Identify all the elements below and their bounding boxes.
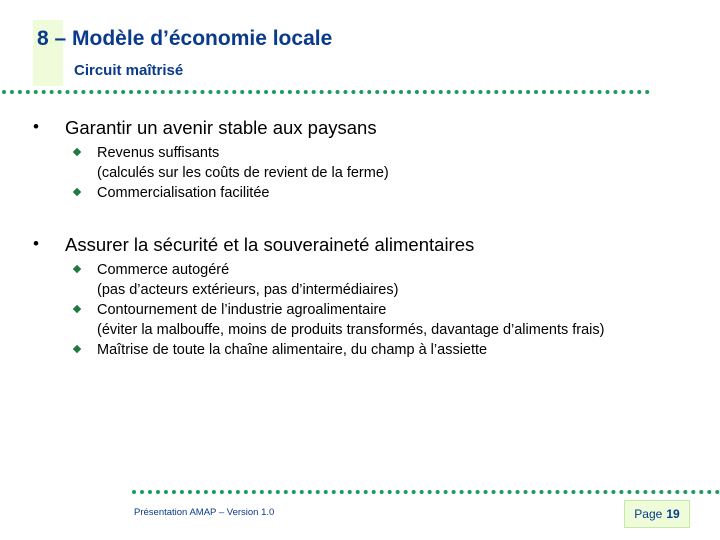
page-number: 19 [666,507,680,521]
list-item-detail: (pas d’acteurs extérieurs, pas d’intermédiaires) [97,282,399,298]
section-1-list [72,143,389,203]
list-item-detail: (éviter la malbouffe, moins de produits transformés, davantage d’aliments frais) [97,322,605,338]
list-item [72,300,604,340]
section-heading-text: Garantir un avenir stable aux paysans [65,117,377,138]
list-item-text: Maîtrise de toute la chaîne alimentaire, du champ à l’assiette [97,342,488,358]
round-bullet-icon: • [33,234,39,253]
list-item-text: Revenus suffisants [97,145,220,161]
list-item [72,260,604,300]
round-bullet-icon: • [33,117,39,136]
footer-label: Présentation AMAP – Version 1.0 [134,507,275,518]
diamond-bullet-icon [73,148,81,156]
header-divider [2,90,650,94]
section-heading-text: Assurer la sécurité et la souveraineté alimentaires [65,234,475,255]
section-2-list [72,260,604,360]
slide-title: 8 – Modèle d’économie locale [37,27,333,50]
list-item-text: Commercialisation facilitée [97,185,270,201]
slide-subtitle: Circuit maîtrisé [74,62,184,79]
list-item-text: Contournement de l’industrie agroalimentaire [97,302,387,318]
diamond-bullet-icon [73,188,81,196]
list-item [72,183,389,203]
diamond-bullet-icon [73,305,81,313]
list-item [72,143,389,183]
list-item [72,340,604,360]
page-label: Page [634,507,663,521]
list-item-text: Commerce autogéré [97,262,230,278]
footer-divider [132,490,720,494]
diamond-bullet-icon [73,345,81,353]
page-number-box [624,500,690,528]
list-item-detail: (calculés sur les coûts de revient de la ferme) [97,165,389,181]
diamond-bullet-icon [73,265,81,273]
